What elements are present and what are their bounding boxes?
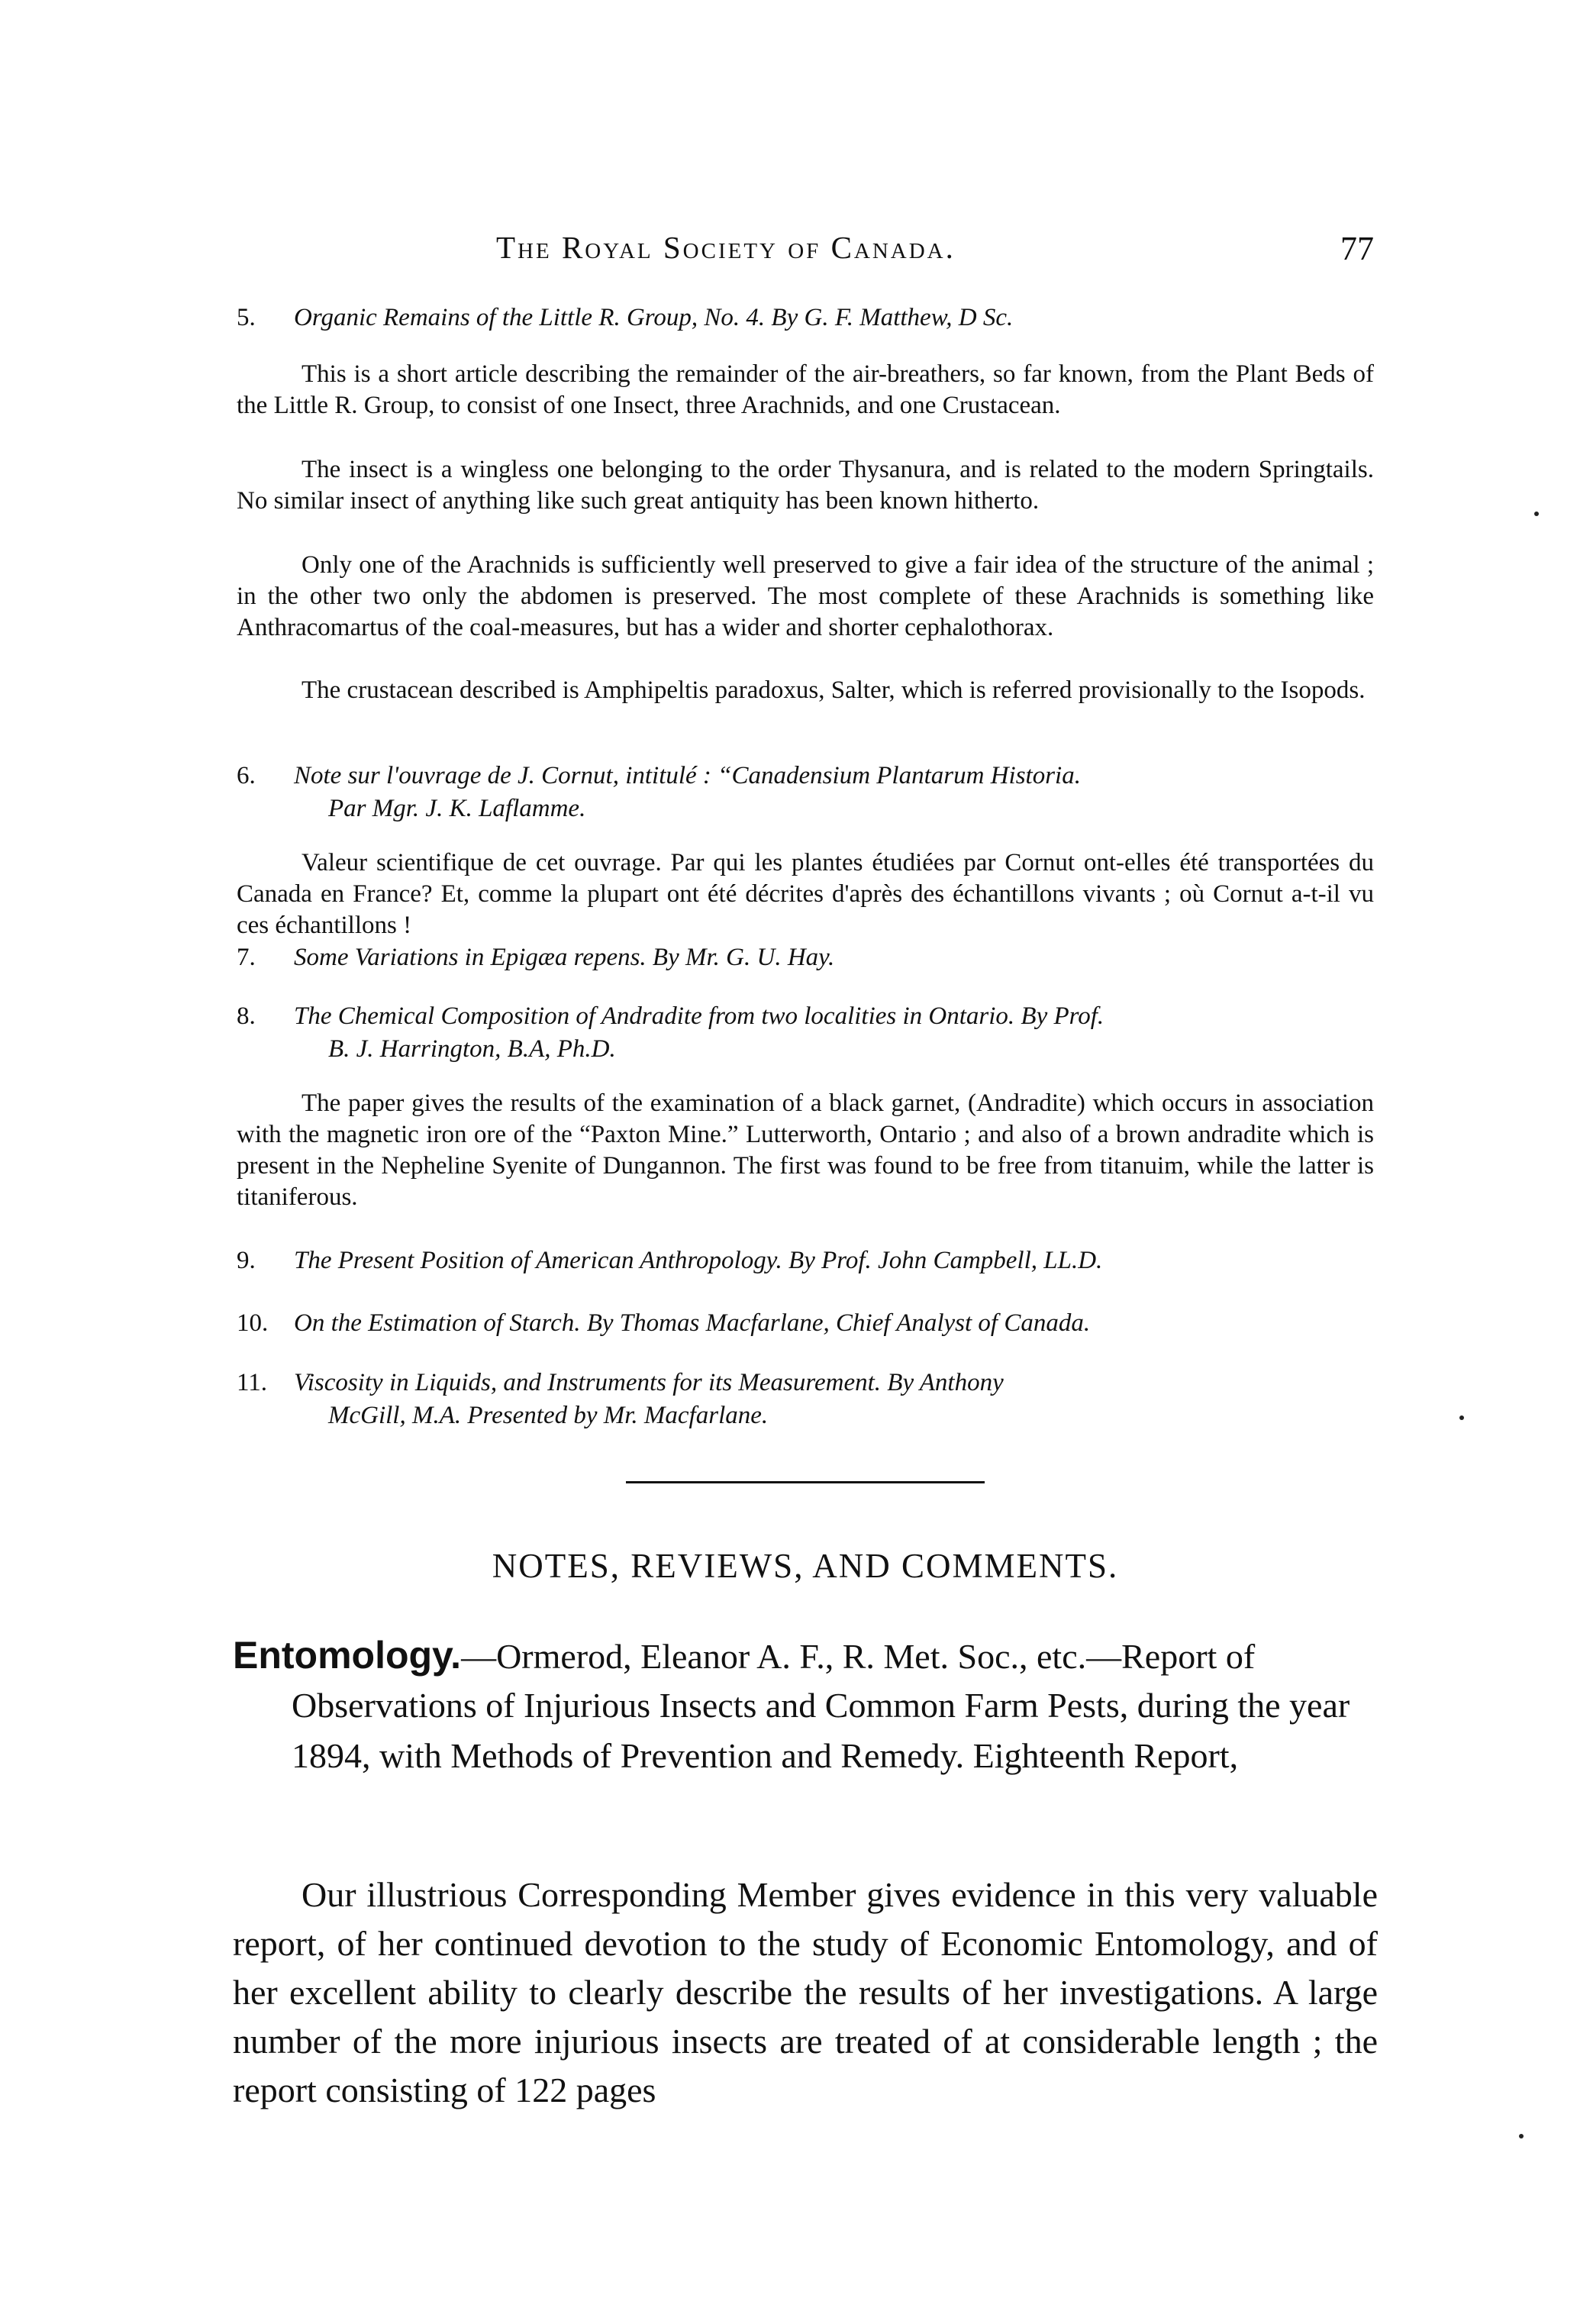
entry-6	[237, 760, 1374, 828]
entry-title: On the Estimation of Starch. By Thomas Macfarlane, Chief Analyst of Canada.	[294, 1309, 1091, 1337]
page-speck	[1534, 512, 1539, 516]
running-header	[237, 229, 1374, 282]
paragraph: The insect is a wingless one belonging to the order Thysanura, and is related to the modern Springtails. No similar insect of anything like such great antiquity has been known hitherto.	[237, 456, 1374, 515]
entry-title: The Chemical Composition of Andradite from two localities in Ontario. By Prof.	[294, 1002, 1104, 1030]
entry-title: Note sur l'ouvrage de J. Cornut, intitulé : “Canadensium Plantarum Historia.	[294, 762, 1081, 789]
paragraph: Only one of the Arachnids is sufficiently well preserved to give a fair idea of the structure of the animal ; in the other two only the abdomen is preserved. The most complete of these Arachnids is something like Anthracomartus of the coal-measures, but has a wider and shorter cephalothorax.	[237, 551, 1374, 641]
entry-10	[237, 1307, 1374, 1341]
paragraph: The crustacean described is Amphipeltis paradoxus, Salter, which is referred provisionally to the Isopods.	[302, 676, 1366, 704]
entry-number: 8.	[237, 1002, 256, 1030]
page-speck	[1459, 1415, 1464, 1420]
entry-author: McGill, M.A. Presented by Mr. Macfarlane.	[328, 1402, 769, 1429]
paragraph: This is a short article describing the remainder of the air-breathers, so far known, from the Plant Beds of the Little R. Group, to consist of one Insect, three Arachnids, and one Crustacean.	[237, 360, 1374, 419]
entry-author: B. J. Harrington, B.A, Ph.D.	[328, 1035, 616, 1063]
entry-author: Par Mgr. J. K. Laflamme.	[328, 795, 586, 822]
entomology-citation-first-line: —Ormerod, Eleanor A. F., R. Met. Soc., etc.—Report of	[461, 1637, 1256, 1676]
page-speck	[1519, 2134, 1524, 2138]
page-number: 77	[1340, 230, 1374, 267]
entry-title: The Present Position of American Anthropology. By Prof. John Campbell, LL.D.	[294, 1247, 1103, 1274]
entry-8	[237, 1000, 1374, 1069]
section-heading: NOTES, REVIEWS, AND COMMENTS.	[492, 1547, 1119, 1585]
entomology-review-paragraph: Our illustrious Corresponding Member gives evidence in this very valuable report, of her continued devotion to the study of Economic Entomology, and of her excellent ability to clearly describe the results of her investigations. A large number of the more injurious insects are treated of at considerable length ; the report consisting of 122 pages	[233, 1875, 1378, 2109]
entry-number: 11.	[237, 1369, 268, 1396]
entry-number: 6.	[237, 762, 256, 789]
entry-9	[237, 1244, 1374, 1279]
entry-title: Viscosity in Liquids, and Instruments for its Measurement. By Anthony	[294, 1369, 1004, 1396]
entry-title: Some Variations in Epigæa repens. By Mr. G. U. Hay.	[294, 944, 835, 971]
section-divider	[626, 1481, 985, 1483]
entry-7	[237, 941, 1374, 976]
entry-title: Organic Remains of the Little R. Group, No. 4. By G. F. Matthew, D Sc.	[294, 304, 1014, 331]
entry-number: 7.	[237, 944, 256, 971]
paragraph: Valeur scientifique de cet ouvrage. Par qui les plantes étudiées par Cornut ont-elles été transportées du Canada en France? Et, comme la plupart ont été décrites d'après des échantillons vivants ; où Cornut a-t-il vu ces échantillons !	[237, 849, 1374, 939]
entry-number: 10.	[237, 1309, 269, 1337]
entry-11	[237, 1367, 1374, 1435]
entry-5	[237, 302, 1374, 336]
entomology-citation-rest: Observations of Injurious Insects and Common Farm Pests, during the year 1894, with Methods of Prevention and Remedy. Eighteenth Report,	[292, 1686, 1350, 1775]
entomology-label: Entomology.	[233, 1634, 462, 1677]
entry-number: 5.	[237, 304, 256, 331]
entomology-heading	[233, 1630, 1378, 1682]
journal-title: The Royal Society of Canada.	[496, 230, 956, 265]
entry-number: 9.	[237, 1247, 256, 1274]
paragraph: The paper gives the results of the examination of a black garnet, (Andradite) which occurs in association with the magnetic iron ore of the “Paxton Mine.” Lutterworth, Ontario ; and also of a brown andradite which is present in the Nepheline Syenite of Dungannon. The first was found to be free from titanuim, while the latter is titaniferous.	[237, 1089, 1374, 1211]
